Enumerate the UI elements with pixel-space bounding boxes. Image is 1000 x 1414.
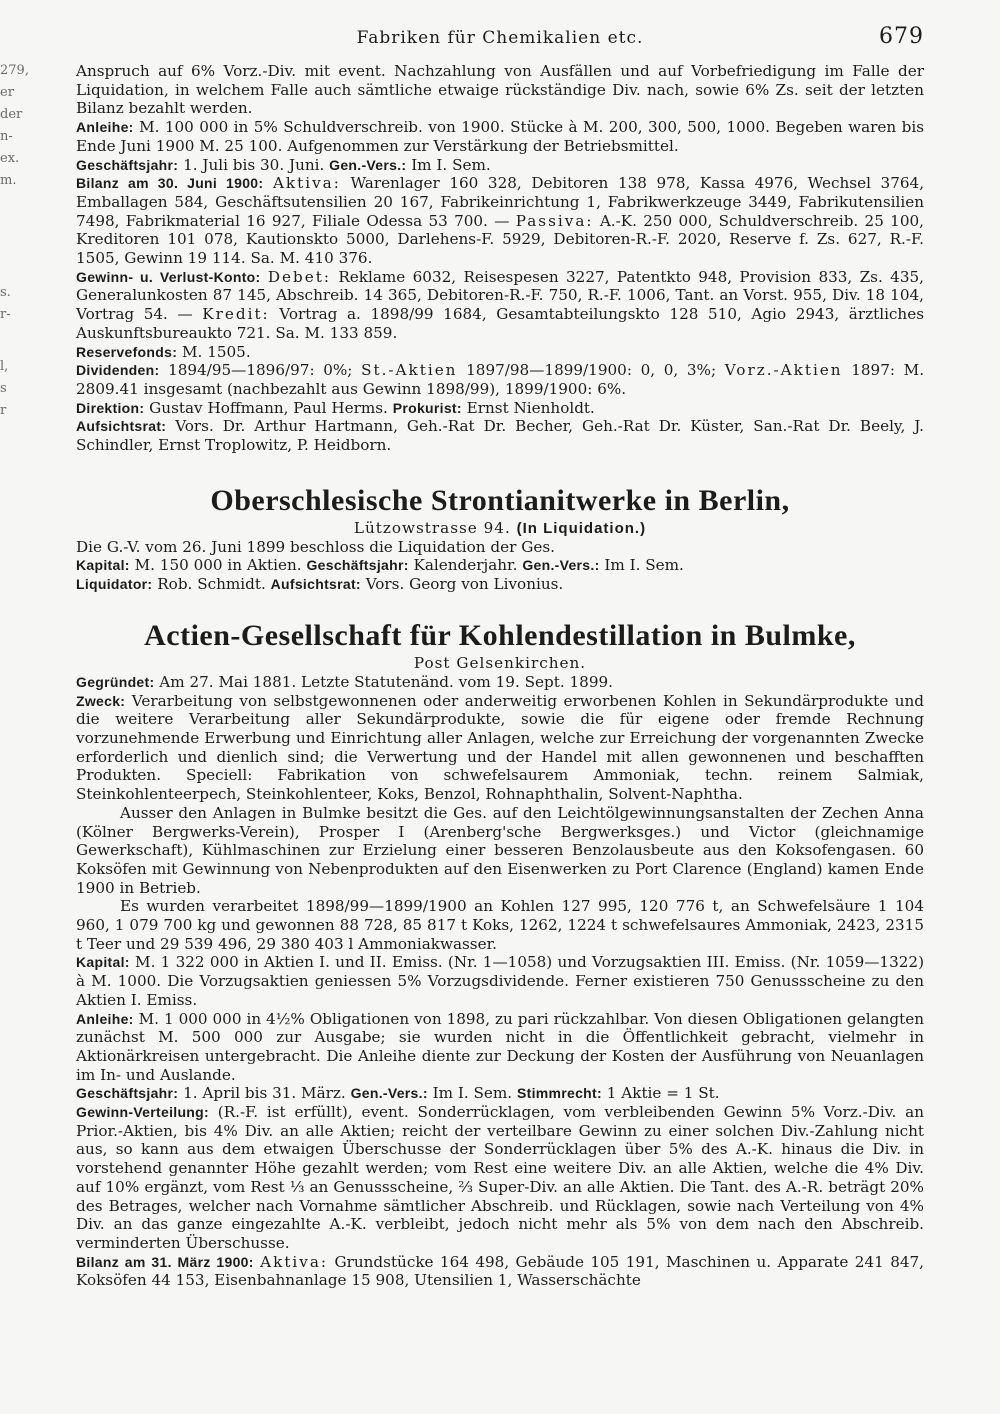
entry-label: Zweck: [76, 692, 126, 709]
margin-fragment: ex. [0, 151, 20, 166]
entry-text: Im I. Sem. [604, 556, 684, 575]
entry-text: M. 150 000 in Aktien. [134, 556, 302, 575]
paragraph: Die G.-V. vom 26. Juni 1899 beschloss die Liquidation der Ges. [76, 537, 555, 556]
entry-text: 1894/95—1896/97: 0%; [168, 361, 353, 380]
paragraph: Es wurden verarbeitet 1898/99—1899/1900 an Kohlen 127 995, 120 776 t, an Schwefelsäure 1 104 960, 1 079 700 kg und gewonnen 88 728, 85 817 t Koks, 1262, 1224 t schwefelsaures Ammoniak, 2423, 2315 t Teer und 29 539 496, 29 380 403 l Ammoniakwasser. [76, 897, 924, 953]
margin-fragment: r- [0, 307, 11, 322]
entry-label: Gen.-Vers.: [350, 1085, 428, 1102]
bilanz-entry [76, 1253, 924, 1290]
anleihe-entry [76, 1010, 924, 1085]
dividenden-entry [76, 361, 924, 398]
entry-label: Anleihe: [76, 1010, 134, 1027]
entry-text: Warenlager 160 328, Debitoren 138 978, Kassa 4976, Wechsel 3764, Emballagen 584, Geschäftsutensilien 20 167, Fabrikeinrichtung 1, Fabrikwerkzeuge 3449, Fabrikutensilien 7498, Fabrikmaterial 16 927, Filiale Odessa 53 700. — [76, 174, 925, 230]
entry-text: Im I. Sem. [411, 155, 491, 174]
entry-label: Kapital: [76, 954, 130, 971]
paragraph: Ausser den Anlagen in Bulmke besitzt die Ges. auf den Leichtölgewinnungsanstalten der Zechen Anna (Kölner Bergwerks-Verein), Prosper I (Arenberg'sche Bergwerksges.) und Victor (gleichnamige Gewerkschaft), Kühlmaschinen zur Erzielung einer besseren Benzolausbeute aus den Koksofengasen. 60 Koksöfen mit Gewinnung von Nebenprodukten auf den Eisenwerken zu Port Clarence (England) kamen Ende 1900 in Betrieb. [76, 803, 924, 897]
entry-text: Gustav Hoffmann, Paul Herms. [149, 398, 388, 417]
aktiva-label: Aktiva: [272, 174, 341, 193]
section-continued [76, 62, 924, 455]
entry-text: Rob. Schmidt. [157, 575, 266, 594]
aufsichtsrat-entry [76, 417, 924, 454]
margin-fragment: n- [0, 129, 13, 144]
guv-entry [76, 268, 924, 343]
running-title: Fabriken für Chemikalien etc. [356, 28, 644, 48]
entry-text: M. 100 000 in 5% Schuldverschreib. von 1900. Stücke à M. 200, 300, 500, 1000. Begeben waren bis Ende Juni 1900 M. 25 100. Aufgenommen zur Verstärkung der Betriebsmittel. [76, 118, 924, 155]
entry-text: A.-K. 250 000, Schuldverschreib. 25 100, Kreditoren 101 078, Kautionskto 5000, Darlehens-F. 5929, Debitoren-R.-F. 2020, Reserve f. Zs. 627, R.-F. 1505, Gewinn 19 114. Sa. M. 410 376. [76, 211, 924, 268]
entry-label: Geschäftsjahr: [306, 557, 409, 574]
entry-text: Kalenderjahr. [413, 556, 518, 575]
section-strontianit [76, 538, 924, 594]
geschaeftsjahr-entry [76, 1084, 924, 1103]
entry-label: Aufsichtsrat: [270, 576, 361, 593]
debet-label: Debet: [267, 267, 331, 286]
entry-text: Vortrag a. 1898/99 1684, Gesamtabteilungskto 128 510, Agio 2943, ärztliches Auskunftsbureaukto 721. Sa. M. 133 859. [76, 305, 924, 342]
entry-text: 1. April bis 31. März. [183, 1084, 346, 1103]
entry-text: Am 27. Mai 1881. Letzte Statutenänd. vom 19. Sept. 1899. [159, 672, 613, 691]
entry-text: 1897/98—1899/1900: 0, 0, 3%; [466, 361, 717, 380]
passiva-label: Passiva: [515, 211, 594, 230]
entry-text: (R.-F. ist erfüllt), event. Sonderrücklagen, vom verbleibenden Gewinn 5% Vorz.-Div. an Prior.-Aktien, bis 4% Div. an alle Aktien; reicht der verteilbare Gewinn zu einer solchen Div.-Zahlung nicht aus, so kann aus dem etwaigen Überschusse der Sonderrücklagen über 5% des A.-K. hinaus die Div. in vorstehend genannter Höhe gezahlt werden; vom Rest eine weitere Div. an alle Aktien, welche die 4% Div. auf 10% ergänzt, vom Rest ⅓ an Genussscheine, ⅔ Super-Div. an alle Aktien. Die Tant. des A.-R. beträgt 20% des Betrages, welcher nach Vornahme sämtlicher Abschreib. und Rücklagen, sowie nach Verteilung von 4% Div. an das ganze eingezahlte A.-K. verbleibt, jedoch nicht mehr als 5% von dem nach den Abschreib. verminderten Überschusse. [76, 1103, 925, 1252]
gegruendet-entry [76, 673, 924, 692]
section-kohlendestillation [76, 673, 924, 1290]
entry-text: 1897: M. 2809.41 insgesamt (nachbezahlt aus Gewinn 1898/99), 1899/1900: 6%. [76, 361, 925, 398]
kapital-entry [76, 556, 924, 575]
entry-text: Grundstücke 164 498, Gebäude 105 191, Maschinen u. Apparate 241 847, Koksöfen 44 153, Eisenbahnanlage 15 908, Utensilien 1, Wasserschächte [76, 1252, 925, 1290]
entry-label: Gen.-Vers.: [329, 156, 407, 173]
entry-label: Stimmrecht: [516, 1085, 602, 1102]
entry-text: Ernst Nienholdt. [466, 398, 595, 417]
entry-text: Verarbeitung von selbstgewonnenen oder anderweitig erworbenen Kohlen in Sekundärprodukte und die weitere Verarbeitung aller Sekundärprodukte, sowie die für eigene oder fremde Rechnung vorzunehmende Erwerbung und Einrichtung aller Anlagen, welche zur Erreichung der vorgenannten Zwecke erforderlich und dienlich sind; die Verwertung und der Handel mit allen gewonnenen und beschafften Produkten. Speciell: Fabrikation von schwefelsaurem Ammoniak, techn. reinem Salmiak, Steinkohlenteerpech, Steinkohlenteer, Koks, Benzol, Rohnaphthalin, Solvent-Naphtha. [76, 691, 925, 804]
gewinn-verteilung-entry [76, 1103, 924, 1253]
entry-label: Gegründet: [76, 673, 155, 690]
margin-fragment: s. [0, 285, 11, 300]
entry-text: M. 1 322 000 in Aktien I. und II. Emiss. (Nr. 1—1058) und Vorzugsaktien III. Emiss. (Nr. 1059—1322) à M. 1000. Die Vorzugsaktien geniessen 5% Vorzugsdividende. Ferner existieren 750 Genussscheine zu den Aktien I. Emiss. [76, 953, 924, 1009]
margin-fragment: s [0, 381, 7, 396]
entry-label: Geschäftsjahr: [76, 1085, 179, 1102]
company-title: Actien-Gesellschaft für Kohlendestillation in Bulmke, [144, 618, 856, 652]
entry-label: Anleihe: [76, 119, 134, 136]
entry-label: Gen.-Vers.: [522, 557, 600, 574]
entry-label: Bilanz am 31. März 1900: [76, 1253, 254, 1270]
margin-fragment: 279, [0, 63, 29, 78]
running-head [76, 22, 924, 62]
reservefonds-entry [76, 343, 924, 362]
entry-label: Dividenden: [76, 362, 160, 379]
vorz-aktien-label: Vorz.-Aktien [724, 361, 843, 380]
entry-text: Im I. Sem. [432, 1084, 513, 1103]
entry-text: Vors. Georg von Livonius. [365, 575, 564, 594]
address-text: Lützowstrasse 94. [353, 518, 511, 537]
margin-fragment: r [0, 403, 7, 418]
entry-label: Gewinn- u. Verlust-Konto: [76, 268, 261, 285]
kapital-entry [76, 953, 924, 1009]
zweck-entry [76, 692, 924, 804]
page [76, 0, 924, 1290]
left-margin-fragments [0, 60, 30, 422]
aktiva-label: Aktiva: [260, 1252, 329, 1271]
margin-fragment: l, [0, 359, 9, 374]
liquidator-entry [76, 575, 924, 594]
entry-text: Vors. Dr. Arthur Hartmann, Geh.-Rat Dr. Becher, Geh.-Rat Dr. Küster, San.-Rat Dr. Beely, J. Schindler, Ernst Troplowitz, P. Heidborn. [76, 417, 925, 455]
entry-label: Prokurist: [392, 399, 462, 416]
entry-label: Kapital: [76, 557, 130, 574]
entry-label: Aufsichtsrat: [76, 418, 167, 435]
anleihe-entry [76, 118, 924, 155]
company-address [76, 519, 924, 538]
geschaeftsjahr-entry [76, 156, 924, 175]
page-number: 679 [879, 24, 924, 49]
bilanz-entry [76, 174, 924, 268]
kredit-label: Kredit: [202, 305, 270, 324]
entry-label: Reservefonds: [76, 343, 178, 360]
company-address: Post Gelsenkirchen. [413, 653, 587, 672]
liquidation-status: (In Liquidation.) [516, 519, 647, 537]
entry-label: Geschäftsjahr: [76, 156, 179, 173]
entry-label: Liquidator: [76, 576, 153, 593]
st-aktien-label: St.-Aktien [361, 361, 458, 380]
direktion-entry [76, 399, 924, 418]
margin-fragment: er [0, 85, 14, 100]
paragraph: Anspruch auf 6% Vorz.-Div. mit event. Nachzahlung von Ausfällen und auf Vorbefriedigung im Falle der Liquidation, in welchem Falle auch sämtliche etwaige rückständige Div. nach, sowie 6% Zs. seit der letzten Bilanz bezahlt werden. [76, 62, 924, 118]
entry-label: Direktion: [76, 399, 145, 416]
entry-text: M. 1 000 000 in 4½% Obligationen von 1898, zu pari rückzahlbar. Von diesen Obligationen gelangten zunächst M. 500 000 zur Ausgabe; sie wurden nicht in die Öffentlichkeit gebracht, vielmehr in Aktionärkreisen untergebracht. Die Anleihe diente zur Deckung der Kosten der Ausführung von Neuanlagen im In- und Auslande. [76, 1009, 925, 1084]
entry-label: Gewinn-Verteilung: [76, 1104, 209, 1121]
entry-text: Reklame 6032, Reisespesen 3227, Patentkto 948, Provision 833, Zs. 435, Generalunkosten 87 145, Abschreib. 14 365, Debitoren-R.-F. 750, R.-F. 1006, Tant. an Vorst. 955, Div. 18 104, Vortrag 54. — [76, 267, 924, 324]
entry-text: 1. Juli bis 30. Juni. [183, 155, 325, 174]
entry-text: 1 Aktie = 1 St. [606, 1084, 720, 1103]
margin-fragment: m. [0, 173, 17, 188]
margin-fragment: der [0, 107, 23, 122]
entry-label: Bilanz am 30. Juni 1900: [76, 175, 264, 192]
company-title: Oberschlesische Strontianitwerke in Berlin, [210, 483, 790, 517]
entry-text: M. 1505. [181, 342, 251, 361]
